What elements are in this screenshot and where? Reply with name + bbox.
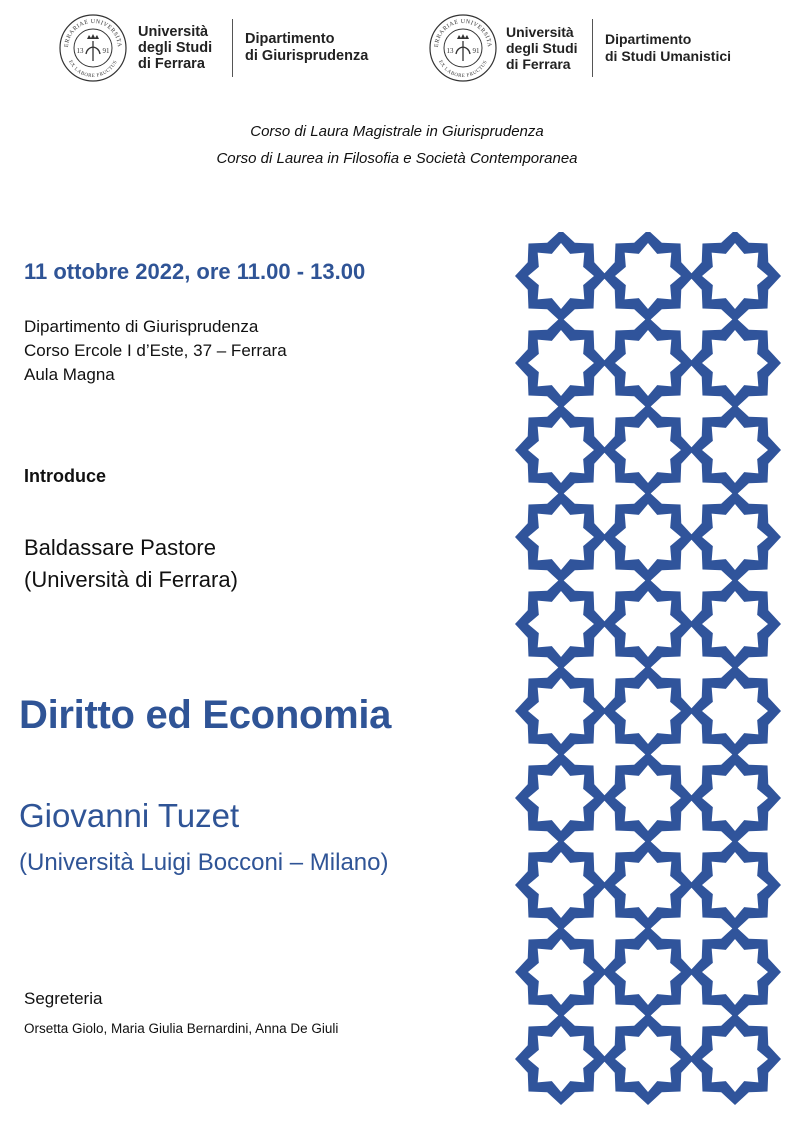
seal-ring-top: ERRARIAE UNIVERSITA [63, 18, 123, 48]
star-tile [515, 491, 607, 583]
star-tile [689, 404, 781, 496]
course-line: Corso di Laurea in Filosofia e Società Contemporanea [216, 150, 578, 167]
talk-title: Diritto ed Economia [19, 693, 392, 737]
star-tile [602, 839, 694, 931]
star-tile [515, 926, 607, 1018]
star-tile [689, 317, 781, 409]
university-seal-icon [58, 13, 128, 83]
star-tile [602, 752, 694, 844]
star-tile [602, 491, 694, 583]
star-tile [689, 665, 781, 757]
star-tile [689, 578, 781, 670]
course-line: Corso di Laura Magistrale in Giurisprudenza [250, 123, 544, 140]
presenter-name: Baldassare Pastore [24, 535, 216, 560]
seal-ring-bottom: EX LABORE FRUCTUS [67, 59, 119, 80]
university-name: Università degli Studi di Ferrara [506, 24, 578, 72]
introduction-presenter [24, 532, 238, 596]
star-tile [602, 926, 694, 1018]
star-tile [602, 404, 694, 496]
star-tile [602, 665, 694, 757]
university-name: Università degli Studi di Ferrara [138, 24, 213, 72]
star-tile [602, 317, 694, 409]
star-tile [515, 578, 607, 670]
introduction-label: Introduce [24, 466, 107, 486]
star-tile [515, 232, 607, 322]
course-list [0, 118, 794, 172]
speaker-name: Giovanni Tuzet [19, 797, 240, 834]
star-tile [515, 665, 607, 757]
secretariat-names: Orsetta Giolo, Maria Giulia Bernardini, Anna De Giuli [24, 1021, 339, 1036]
star-tile [515, 317, 607, 409]
event-datetime: 11 ottobre 2022, ore 11.00 - 13.00 [24, 259, 366, 284]
department-name: Dipartimento di Studi Umanistici [605, 31, 732, 64]
secretariat-label: Segreteria [24, 989, 103, 1008]
seal-year-right: 91 [102, 47, 110, 55]
logo-divider [592, 19, 593, 77]
star-tile [515, 839, 607, 931]
star-tile [515, 1013, 607, 1105]
star-tile [602, 1013, 694, 1105]
seal-year-left: 13 [446, 47, 454, 55]
logo-giurisprudenza [58, 12, 368, 84]
university-seal-icon [428, 13, 498, 83]
venue-line: Aula Magna [24, 365, 115, 384]
seal-ring-bottom: EX LABORE FRUCTUS [437, 59, 489, 80]
decorative-star-pattern [515, 232, 783, 1114]
star-tile [689, 1013, 781, 1105]
seal-ring-top: ERRARIAE UNIVERSITA [433, 18, 493, 48]
seal-year-right: 91 [472, 47, 480, 55]
star-tile [689, 491, 781, 583]
star-tile [689, 232, 781, 322]
presenter-affiliation: (Università di Ferrara) [24, 567, 238, 592]
venue-line: Corso Ercole I d’Este, 37 – Ferrara [24, 341, 287, 360]
svg-text:FERRARIAE UNIVERSITAS [428, 13, 492, 48]
star-tile [689, 926, 781, 1018]
venue-line: Dipartimento di Giurisprudenza [24, 317, 259, 336]
svg-text:FERRARIAE UNIVERSITAS [58, 13, 122, 48]
star-tile [689, 839, 781, 931]
star-tile [515, 752, 607, 844]
star-tile [689, 752, 781, 844]
star-tile [515, 404, 607, 496]
seal-year-left: 13 [76, 47, 84, 55]
event-venue [24, 315, 287, 387]
speaker-affiliation: (Università Luigi Bocconi – Milano) [19, 849, 389, 876]
logo-divider [232, 19, 233, 77]
logo-studi-umanistici [428, 12, 731, 84]
star-tile [602, 232, 694, 322]
star-tile [602, 578, 694, 670]
department-name: Dipartimento di Giurisprudenza [245, 31, 369, 64]
